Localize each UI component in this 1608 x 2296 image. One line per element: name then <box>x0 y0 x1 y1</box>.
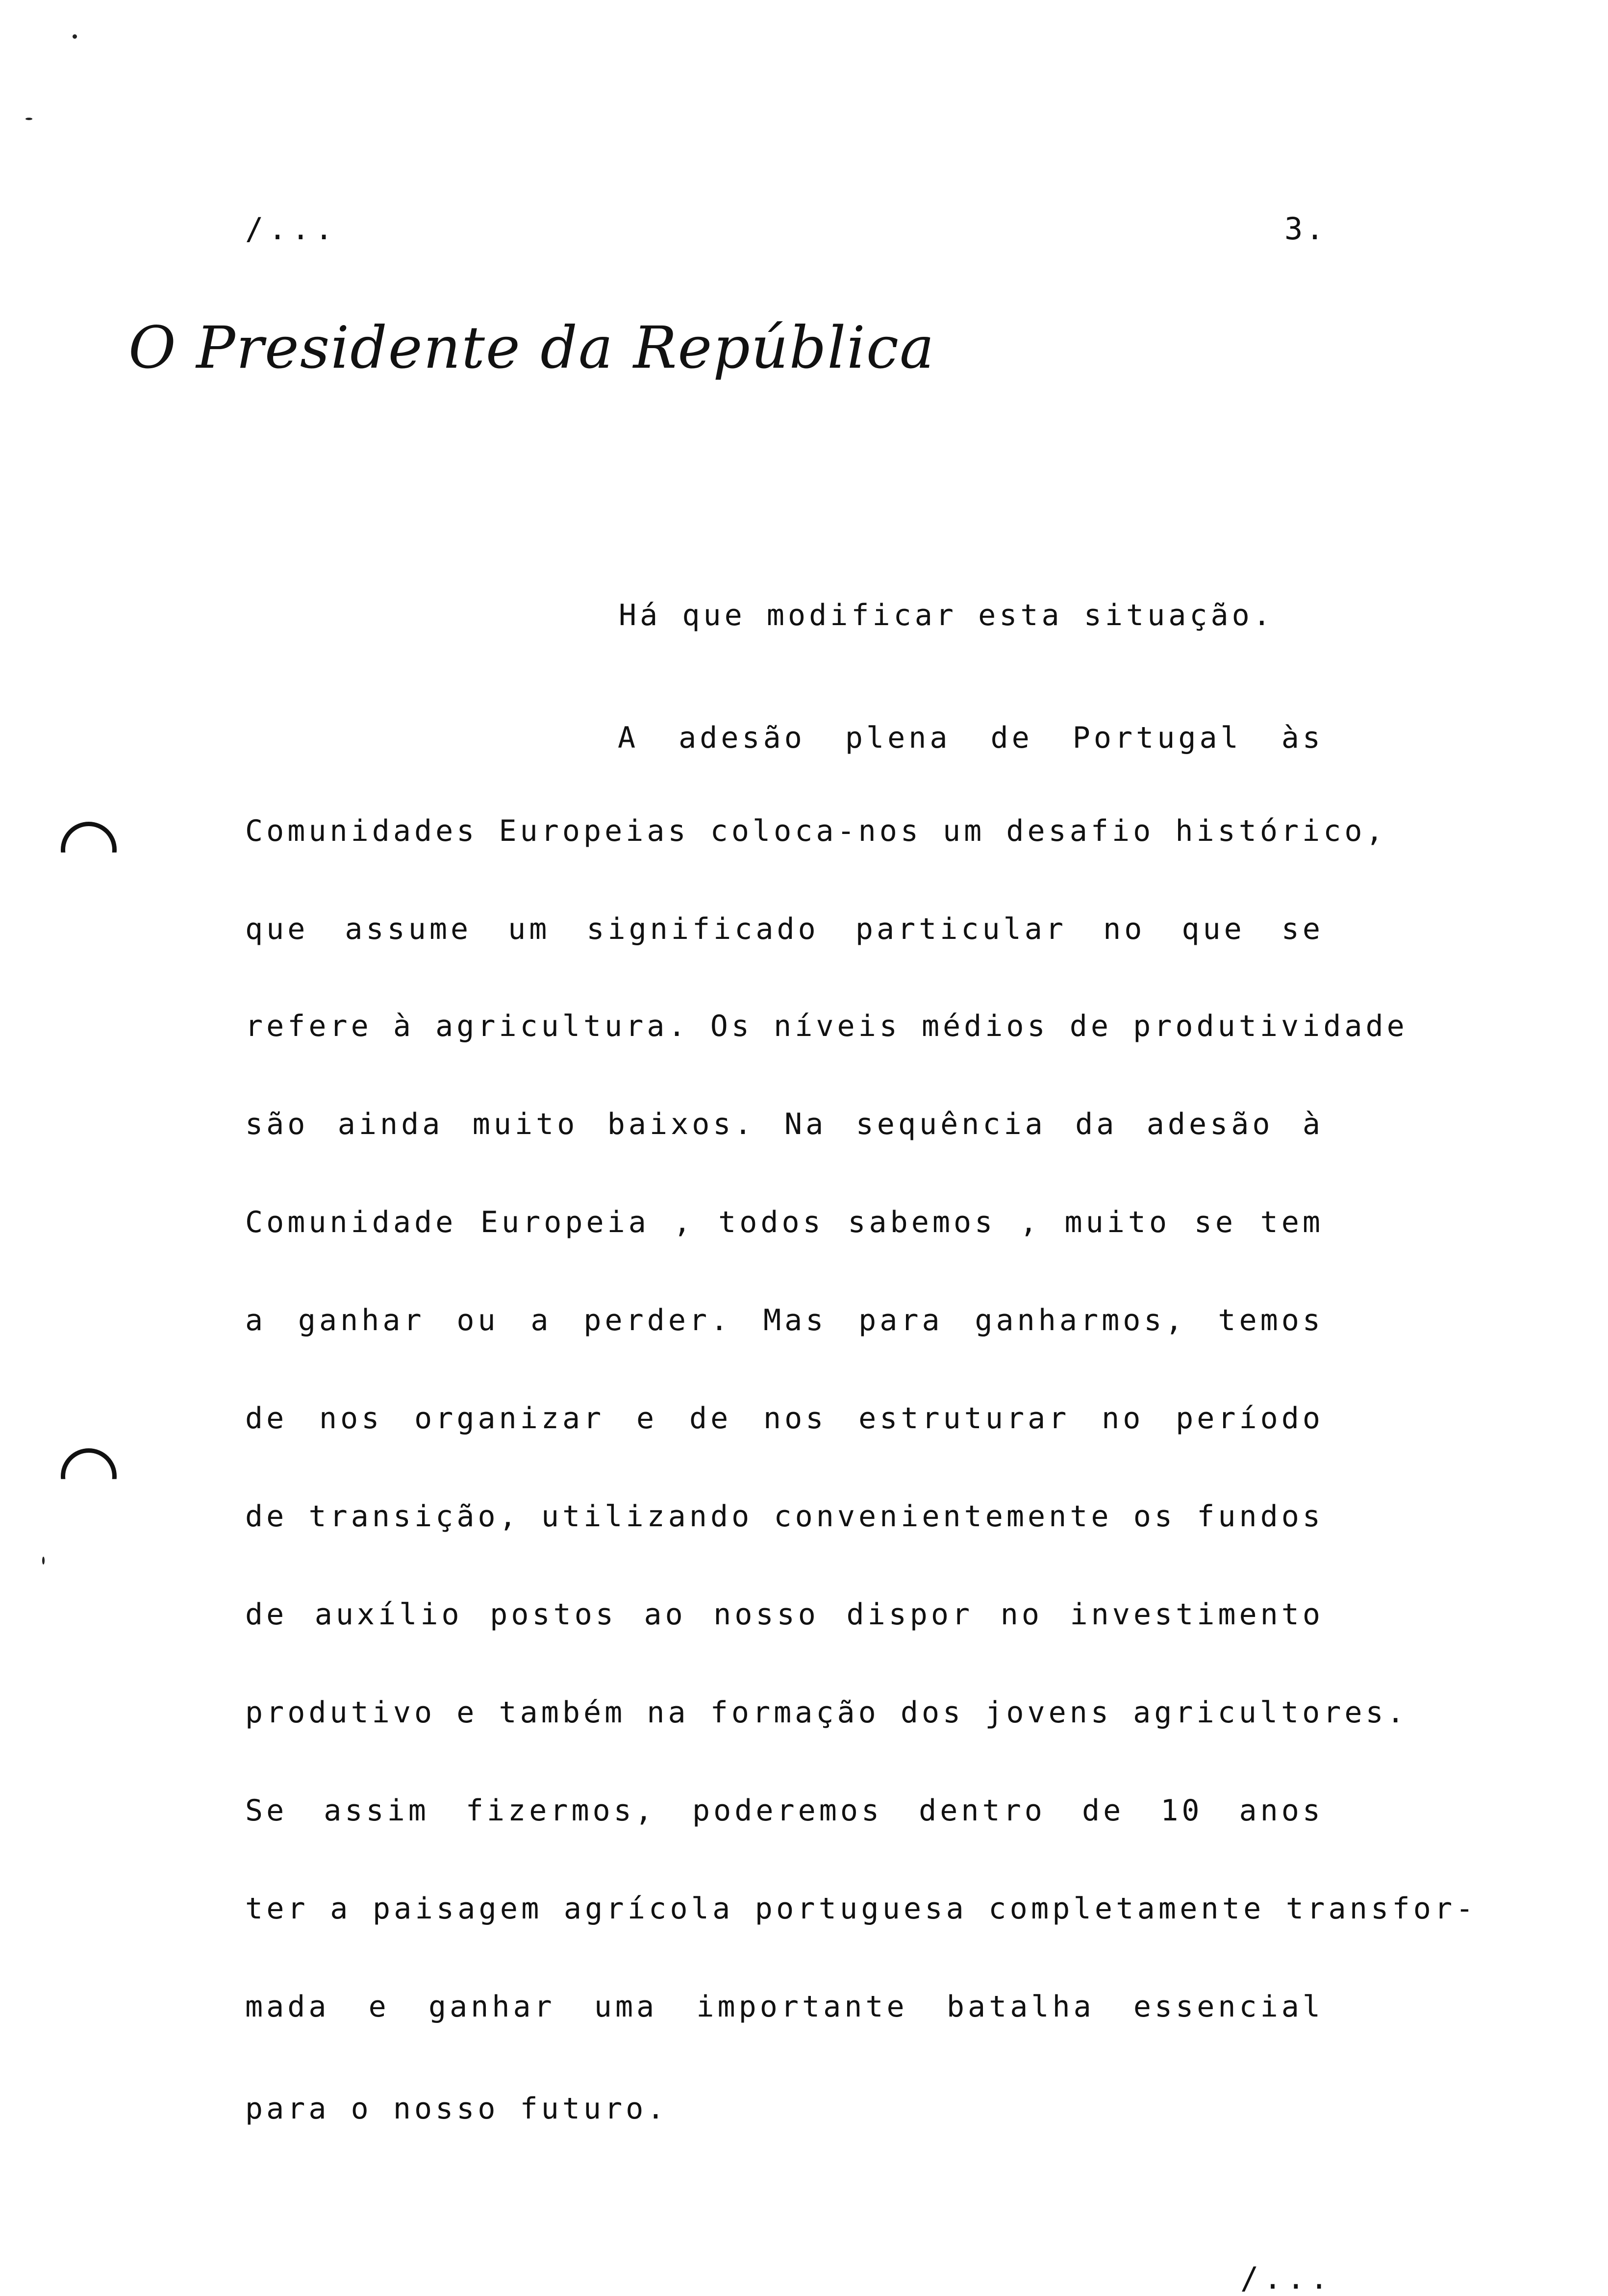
continuation-marker-bottom: /... <box>1240 2260 1333 2296</box>
continuation-marker-top: /... <box>245 211 338 247</box>
body-line: Há que modificar esta situação. <box>619 598 1274 632</box>
body-line: ter a paisagem agrícola portuguesa completamente transfor- <box>245 1892 1477 1926</box>
body-line: A adesão plena de Portugal às <box>618 721 1324 755</box>
body-line: de auxílio postos ao nosso dispor no investimento <box>245 1597 1324 1632</box>
body-line: refere à agricultura. Os níveis médios de produtividade <box>245 1009 1408 1043</box>
body-line: Se assim fizermos, poderemos dentro de 10 anos <box>245 1793 1324 1828</box>
body-line: que assume um significado particular no que se <box>245 912 1324 946</box>
paper-speck <box>42 1557 45 1564</box>
body-line: mada e ganhar uma importante batalha essencial <box>245 1990 1324 2024</box>
body-line: produtivo e também na formação dos jovens agricultores. <box>245 1695 1408 1730</box>
body-line: para o nosso futuro. <box>245 2092 668 2126</box>
body-line: de transição, utilizando convenientemente os fundos <box>245 1499 1324 1534</box>
body-line: Comunidade Europeia , todos sabemos , muito se tem <box>245 1205 1324 1239</box>
page-number: 3. <box>1284 211 1327 247</box>
body-line: Comunidades Europeias coloca-nos um desafio histórico, <box>245 814 1387 848</box>
paper-speck <box>25 118 32 120</box>
paper-speck <box>73 34 77 39</box>
body-line: de nos organizar e de nos estruturar no período <box>245 1401 1324 1436</box>
body-line: são ainda muito baixos. Na sequência da adesão à <box>245 1107 1324 1141</box>
binder-hole-mark <box>61 1448 117 1504</box>
body-line: a ganhar ou a perder. Mas para ganharmos, temos <box>245 1303 1324 1337</box>
letterhead-title: O Presidente da República <box>128 314 935 381</box>
binder-hole-mark <box>61 822 117 878</box>
